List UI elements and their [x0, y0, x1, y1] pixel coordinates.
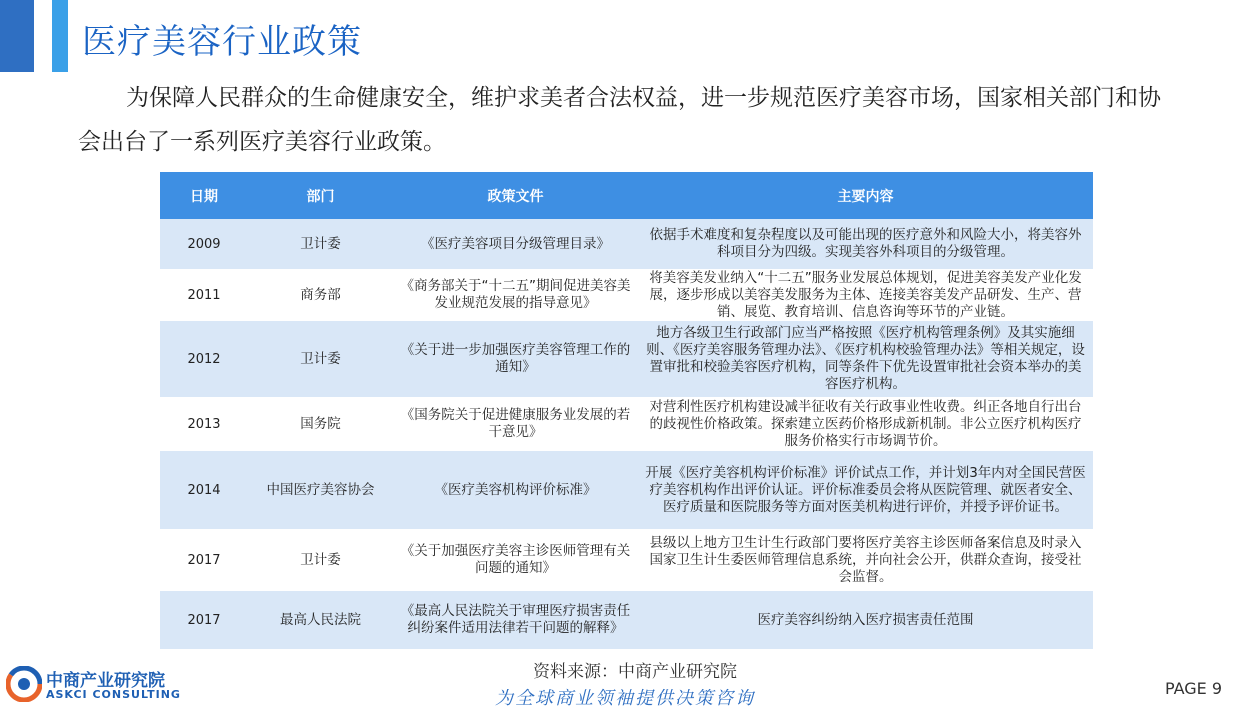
cell-doc: 《商务部关于“十二五”期间促进美容美发业规范发展的指导意见》 — [393, 269, 638, 321]
cell-date: 2009 — [160, 219, 248, 269]
table-row — [160, 269, 1093, 321]
cell-content: 开展《医疗美容机构评价标准》评价试点工作，并计划3年内对全国民营医疗美容机构作出评价认证。评价标准委员会将从医院管理、就医者安全、医疗质量和医院服务等方面对医美机构进行评价，并授予评价证书。 — [638, 451, 1093, 529]
header-dept: 部门 — [248, 172, 393, 219]
cell-dept: 国务院 — [248, 397, 393, 451]
slogan: 为全球商业领袖提供决策咨询 — [495, 688, 755, 709]
cell-doc: 《最高人民法院关于审理医疗损害责任纠纷案件适用法律若干问题的解释》 — [393, 591, 638, 649]
cell-doc: 《医疗美容机构评价标准》 — [393, 451, 638, 529]
cell-dept: 卫计委 — [248, 529, 393, 591]
logo-text-en: ASKCI CONSULTING — [46, 688, 181, 701]
cell-date: 2013 — [160, 397, 248, 451]
cell-dept: 商务部 — [248, 269, 393, 321]
table-row — [160, 451, 1093, 529]
header-content: 主要内容 — [638, 172, 1093, 219]
page-number: PAGE 9 — [1164, 679, 1222, 698]
table-header-row — [160, 172, 1093, 219]
cell-dept: 最高人民法院 — [248, 591, 393, 649]
table-row — [160, 529, 1093, 591]
cell-dept: 中国医疗美容协会 — [248, 451, 393, 529]
table-row — [160, 591, 1093, 649]
source-value: 中商产业研究院 — [618, 662, 737, 682]
cell-content: 对营利性医疗机构建设减半征收有关行政事业性收费。纠正各地自行出台的歧视性价格政策。探索建立医药价格形成新机制。非公立医疗机构医疗服务价格实行市场调节价。 — [638, 397, 1093, 451]
title-accent-bar — [0, 0, 34, 72]
header-doc: 政策文件 — [393, 172, 638, 219]
cell-content: 将美容美发业纳入“十二五”服务业发展总体规划，促进美容美发产业化发展，逐步形成以美容美发服务为主体、连接美容美发产品研发、生产、营销、展览、教育培训、信息咨询等环节的产业链。 — [638, 269, 1093, 321]
cell-content: 地方各级卫生行政部门应当严格按照《医疗机构管理条例》及其实施细则、《医疗美容服务管理办法》、《医疗机构校验管理办法》等相关规定，设置审批和校验美容医疗机构，同等条件下优先设置审批社会资本举办的美容医疗机构。 — [638, 321, 1093, 397]
logo-text-cn: 中商产业研究院 — [46, 671, 165, 691]
cell-doc: 《医疗美容项目分级管理目录》 — [393, 219, 638, 269]
cell-date: 2017 — [160, 591, 248, 649]
intro-paragraph: 为保障人民群众的生命健康安全，维护求美者合法权益，进一步规范医疗美容市场，国家相关部门和协会出台了一系列医疗美容行业政策。 — [78, 85, 1161, 155]
source-label: 资料来源： — [533, 662, 618, 682]
cell-dept: 卫计委 — [248, 219, 393, 269]
cell-dept: 卫计委 — [248, 321, 393, 397]
title-accent-bar-light — [52, 0, 68, 72]
cell-content: 县级以上地方卫生计生行政部门要将医疗美容主诊医师备案信息及时录入国家卫生计生委医师管理信息系统，并向社会公开，供群众查询，接受社会监督。 — [638, 529, 1093, 591]
askci-logo-icon — [6, 666, 42, 702]
cell-content: 医疗美容纠纷纳入医疗损害责任范围 — [638, 591, 1093, 649]
cell-date: 2017 — [160, 529, 248, 591]
cell-content: 依据手术难度和复杂程度以及可能出现的医疗意外和风险大小，将美容外科项目分为四级。实现美容外科项目的分级管理。 — [638, 219, 1093, 269]
cell-doc: 《关于进一步加强医疗美容管理工作的通知》 — [393, 321, 638, 397]
policy-table — [160, 172, 1093, 649]
table-row — [160, 397, 1093, 451]
cell-date: 2014 — [160, 451, 248, 529]
cell-date: 2011 — [160, 269, 248, 321]
cell-doc: 《国务院关于促进健康服务业发展的若干意见》 — [393, 397, 638, 451]
cell-doc: 《关于加强医疗美容主诊医师管理有关问题的通知》 — [393, 529, 638, 591]
table-row — [160, 321, 1093, 397]
page-title: 医疗美容行业政策 — [82, 22, 362, 62]
company-logo — [6, 664, 181, 708]
header-date: 日期 — [160, 172, 248, 219]
table-row — [160, 219, 1093, 269]
source-line — [0, 657, 1250, 682]
cell-date: 2012 — [160, 321, 248, 397]
